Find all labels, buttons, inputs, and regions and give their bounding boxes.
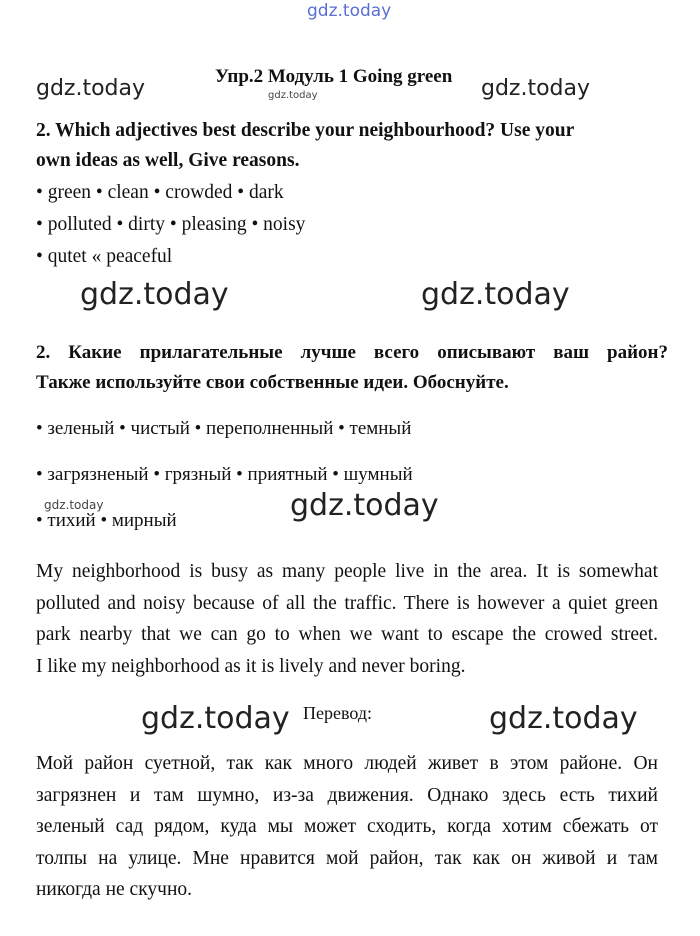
word-list-en bbox=[36, 177, 305, 273]
answer-en-line: polluted and noisy because of all the traffic. There is however a quiet green bbox=[36, 592, 658, 614]
watermark: gdz.today bbox=[80, 277, 229, 312]
word-list-ru-item: • тихий • мирный bbox=[36, 510, 177, 531]
word-list-ru-item: • загрязненый • грязный • приятный • шумный bbox=[36, 464, 413, 485]
question-ru-line: 2. Какие прилагательные лучше всего описывают ваш район? bbox=[36, 342, 668, 363]
watermark-small: gdz.today bbox=[44, 498, 104, 512]
answer-en-line: park nearby that we can go to when we want to escape the crowed street. bbox=[36, 624, 658, 645]
word-list-item: • polluted • dirty • pleasing • noisy bbox=[36, 214, 306, 235]
watermark: gdz.today bbox=[36, 76, 146, 101]
word-list-ru-item: • зеленый • чистый • переполненный • темный bbox=[36, 418, 412, 439]
answer-en bbox=[36, 556, 658, 682]
watermark-top: gdz.today bbox=[307, 1, 392, 21]
answer-ru-line: зеленый сад рядом, куда мы может сходить, когда хотим сбежать от bbox=[36, 816, 658, 837]
answer-ru-line: никогда не скучно. bbox=[36, 879, 193, 900]
word-list-item: • qutet « peaceful bbox=[36, 246, 173, 267]
watermark: gdz.today bbox=[290, 488, 439, 523]
answer-en-line: My neighborhood is busy as many people live in the area. It is somewhat bbox=[36, 561, 658, 582]
answer-ru bbox=[36, 748, 658, 906]
watermark: gdz.today bbox=[421, 277, 570, 312]
answer-ru-line: загрязнен и там шумно, из-за движения. Однако здесь есть тихий bbox=[36, 784, 658, 806]
answer-ru-line: Мой район суетной, так как много людей живет в этом районе. Он bbox=[36, 753, 658, 774]
question-ru-line: Также используйте свои собственные идеи. Обоснуйте. bbox=[36, 372, 509, 393]
answer-ru-line: толпы на улице. Мне нравится мой район, так как он живой и там bbox=[36, 847, 658, 869]
watermark-small: gdz.today bbox=[268, 90, 318, 101]
page-title: Упр.2 Модуль 1 Going green bbox=[215, 66, 453, 87]
watermark: gdz.today bbox=[481, 76, 591, 101]
question-en-line: 2. Which adjectives best describe your neighbourhood? Use your bbox=[36, 120, 575, 141]
question-ru bbox=[36, 338, 668, 398]
question-en-line: own ideas as well, Give reasons. bbox=[36, 150, 300, 171]
watermark: gdz.today bbox=[141, 701, 290, 736]
word-list-item: • green • clean • crowded • dark bbox=[36, 182, 284, 203]
watermark: gdz.today bbox=[489, 701, 638, 736]
answer-en-line: I like my neighborhood as it is lively and never boring. bbox=[36, 655, 466, 677]
translation-label: Перевод: bbox=[303, 703, 372, 723]
question-en bbox=[36, 116, 574, 176]
